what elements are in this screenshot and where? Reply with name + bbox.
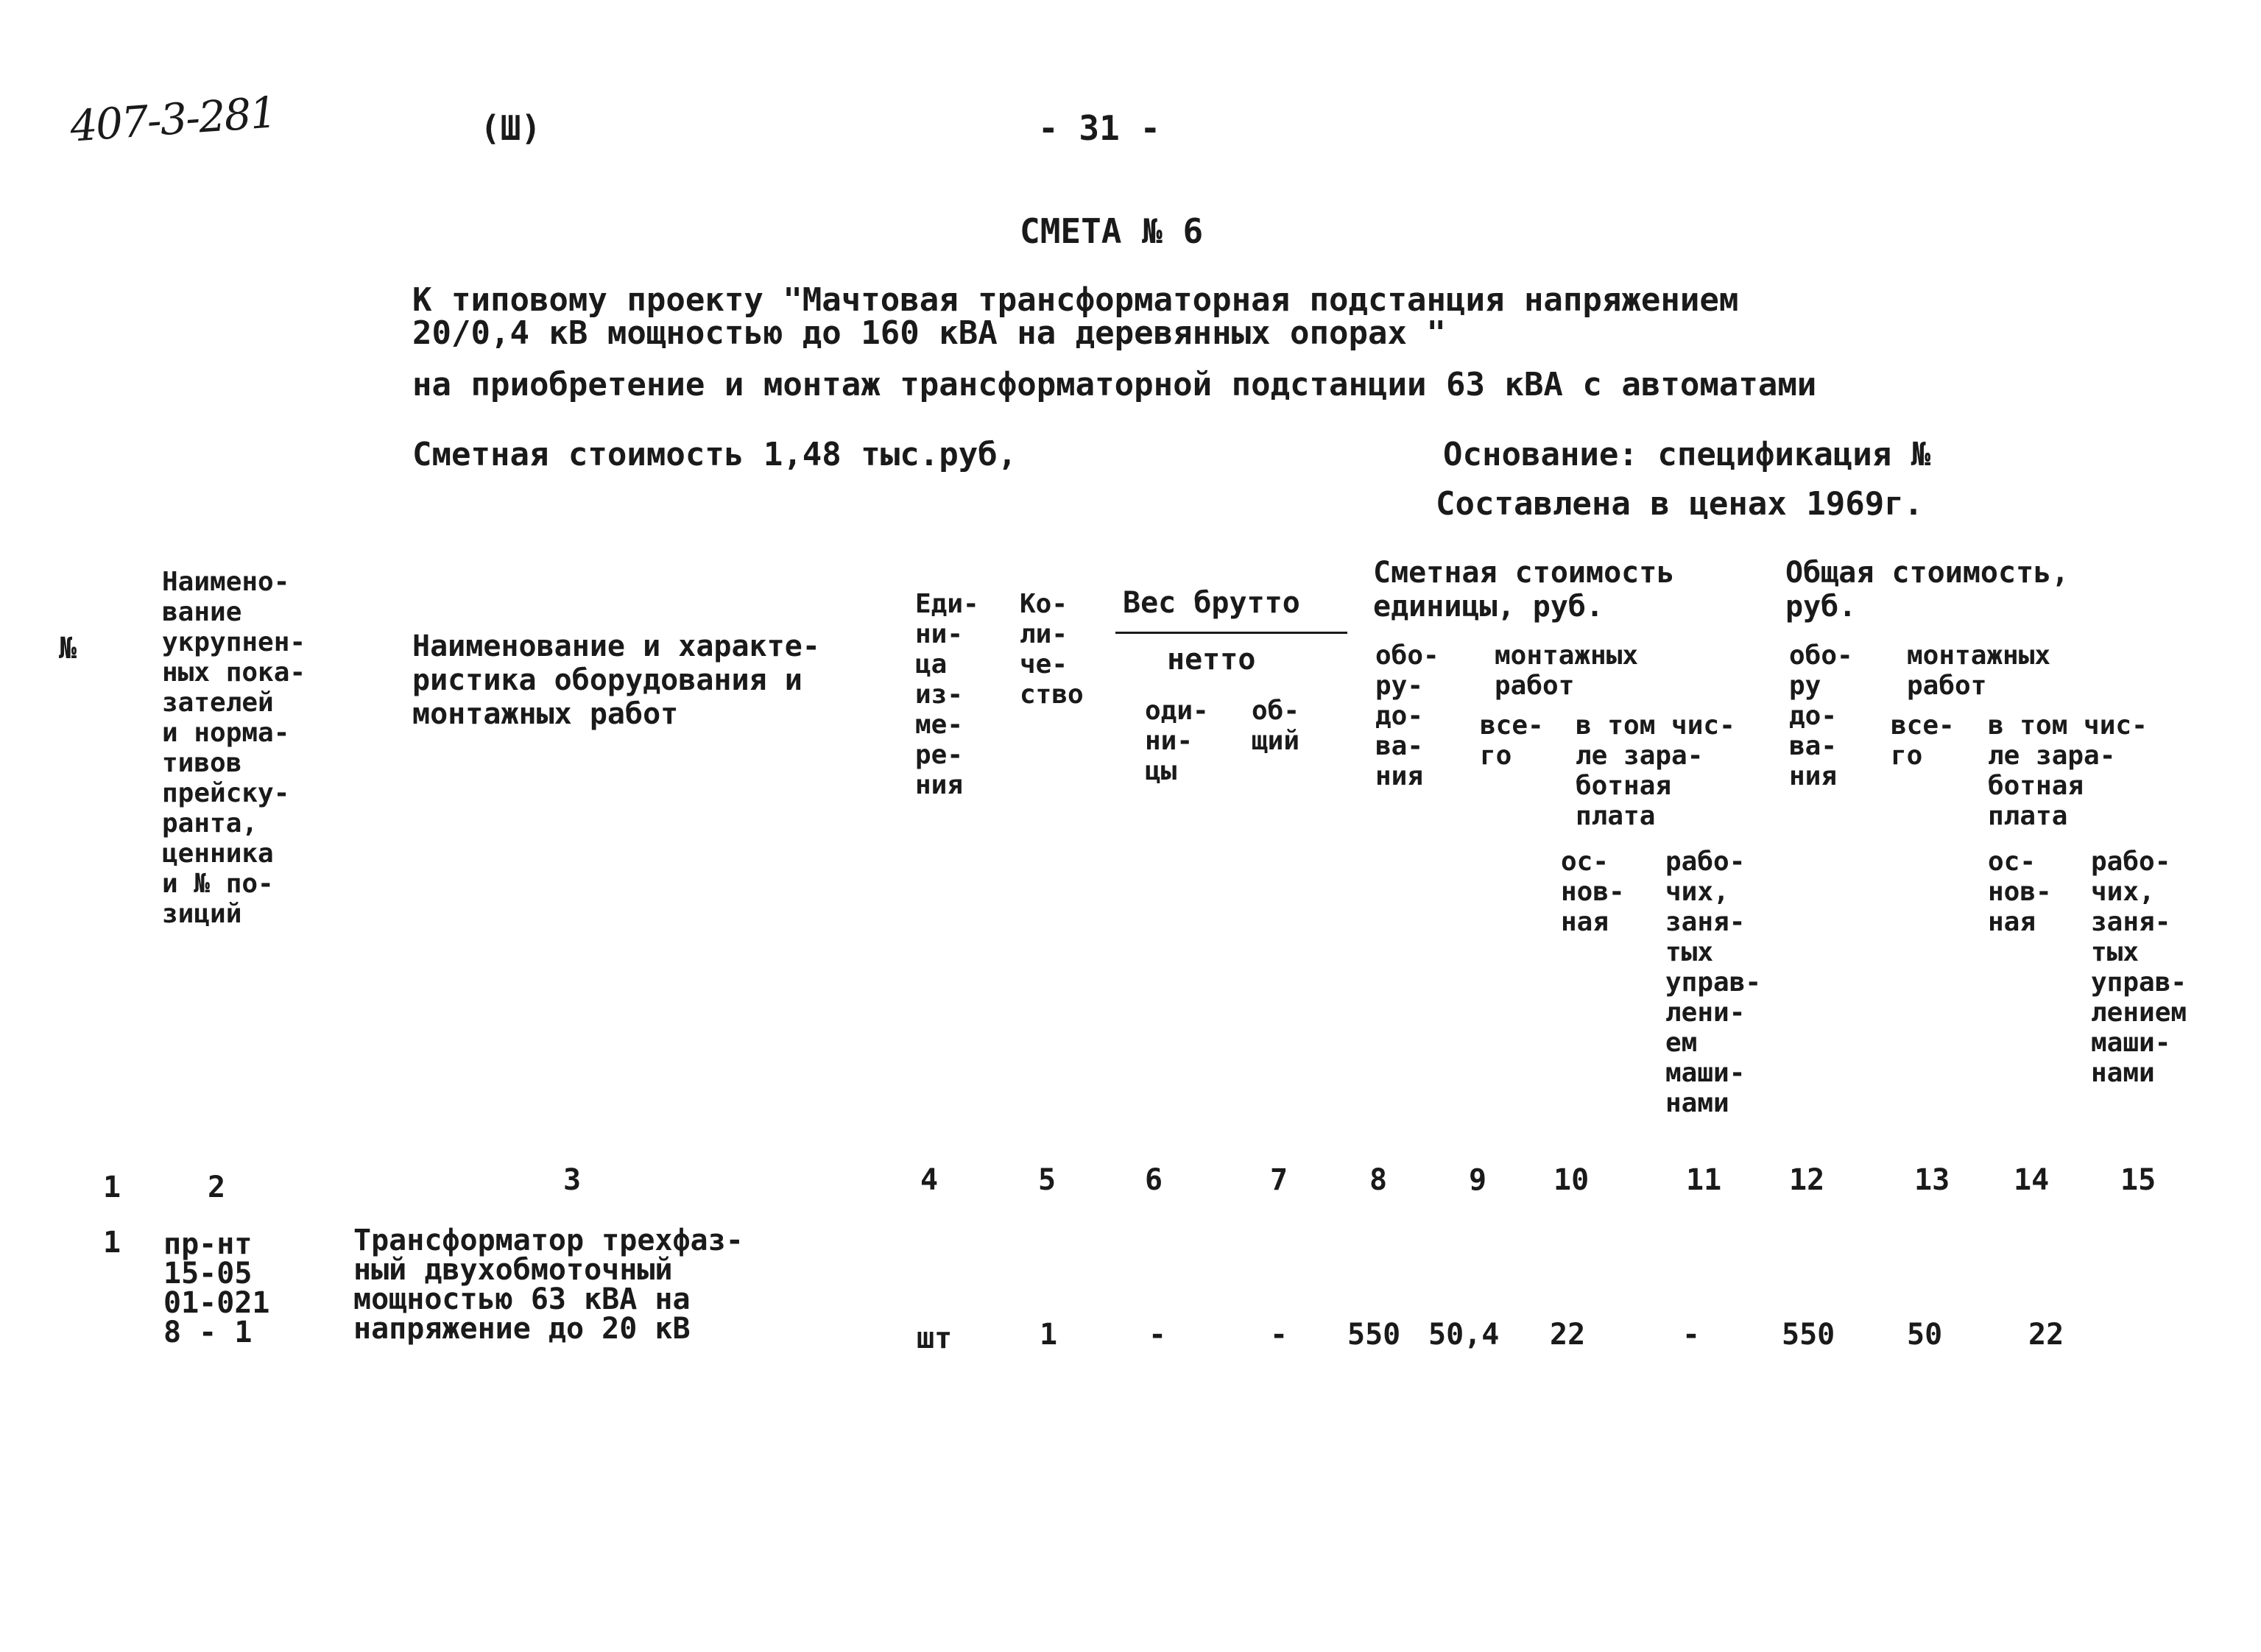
row-unit-install-total: 50,4 xyxy=(1428,1318,1500,1352)
row-description: Трансформатор трехфаз- ный двухобмоточный мощностью 63 кВА на напряжение до 20 кВ xyxy=(353,1224,744,1346)
col-header-unit-installation: монтажных работ xyxy=(1495,640,1639,701)
col-header-weight-total: об- щий xyxy=(1252,696,1300,756)
col-header-unit-equipment: обо- ру- до- ва- ния xyxy=(1375,640,1439,791)
row-code: пр-нт 15-05 01-021 8 - 1 xyxy=(163,1227,270,1349)
col-header-unit-cost: Сметная стоимость единицы, руб. xyxy=(1373,556,1675,624)
col-number-8: 8 xyxy=(1369,1163,1388,1197)
col-number-3: 3 xyxy=(563,1163,582,1197)
estimated-cost: Сметная стоимость 1,48 тыс.руб, xyxy=(412,436,1017,473)
col-header-total-installation: монтажных работ xyxy=(1907,640,2051,701)
row-total-wage-base: 22 xyxy=(2028,1318,2064,1352)
col-number-2: 2 xyxy=(208,1171,226,1204)
col-number-10: 10 xyxy=(1553,1163,1590,1197)
basis: Основание: спецификация № xyxy=(1443,436,1931,473)
col-header-total-equipment: обо- ру до- ва- ния xyxy=(1789,640,1853,791)
col-number-13: 13 xyxy=(1914,1163,1950,1197)
col-header-weight-gross: Вес брутто xyxy=(1123,586,1300,620)
col-header-total-wage-base: ос- нов- ная xyxy=(1988,847,2052,937)
subtitle-line-3: на приобретение и монтаж трансформаторной подстанции 63 кВА с автоматами xyxy=(412,366,1817,403)
row-weight-total: - xyxy=(1270,1318,1288,1352)
subtitle-line-1: К типовому проекту "Мачтовая трансформаторная подстанция напряжением xyxy=(412,281,1739,319)
col-header-number: № xyxy=(59,632,77,666)
col-header-code: Наимено- вание укрупнен- ных пока- зателей и норма- тивов прейску- ранта, ценника и № по- зиций xyxy=(162,567,306,929)
col-header-total-wage: в том чис- ле зара- ботная плата xyxy=(1988,710,2148,831)
col-number-12: 12 xyxy=(1789,1163,1825,1197)
col-header-total-wage-machinery: рабо- чих, заня- тых управ- лением маши- нами xyxy=(2091,847,2187,1088)
col-header-unit-install-total: все- го xyxy=(1480,710,1544,771)
col-header-unit-wage-machinery: рабо- чих, заня- тых управ- лени- ем маши- нами xyxy=(1665,847,1762,1118)
col-number-9: 9 xyxy=(1469,1163,1487,1197)
col-header-total-cost: Общая стоимость, руб. xyxy=(1785,556,2070,624)
col-number-5: 5 xyxy=(1038,1163,1057,1197)
col-header-description: Наименование и характе- ристика оборудования и монтажных работ xyxy=(412,629,820,731)
row-unit-wage-base: 22 xyxy=(1550,1318,1586,1352)
col-header-weight-net: нетто xyxy=(1167,643,1256,677)
col-header-total-install-total: все- го xyxy=(1891,710,1955,771)
col-number-15: 15 xyxy=(2120,1163,2156,1197)
col-number-11: 11 xyxy=(1686,1163,1722,1197)
col-number-7: 7 xyxy=(1270,1163,1288,1197)
row-quantity: 1 xyxy=(1040,1318,1058,1352)
col-header-weight-unit: оди- ни- цы xyxy=(1145,696,1209,786)
weight-divider-line xyxy=(1115,632,1347,634)
col-number-14: 14 xyxy=(2014,1163,2050,1197)
row-total-equipment: 550 xyxy=(1782,1318,1835,1352)
row-weight-unit: - xyxy=(1149,1318,1167,1352)
row-unit: шт xyxy=(917,1321,953,1355)
page-number: - 31 - xyxy=(1038,108,1161,148)
price-level: Составлена в ценах 1969г. xyxy=(1436,485,1924,523)
document-code: 407-3-281 xyxy=(68,87,278,152)
row-number: 1 xyxy=(103,1226,121,1260)
col-number-6: 6 xyxy=(1145,1163,1163,1197)
col-header-quantity: Ко- ли- че- ство xyxy=(1020,589,1084,710)
row-total-install-total: 50 xyxy=(1907,1318,1943,1352)
row-unit-wage-machinery: - xyxy=(1682,1318,1701,1352)
col-header-unit-wage: в том чис- ле зара- ботная плата xyxy=(1576,710,1735,831)
col-number-4: 4 xyxy=(920,1163,939,1197)
col-header-unit: Еди- ни- ца из- ме- ре- ния xyxy=(915,589,979,800)
subtitle-line-2: 20/0,4 кВ мощностью до 160 кВА на деревянных опорах " xyxy=(412,314,1446,352)
row-unit-equipment: 550 xyxy=(1347,1318,1401,1352)
section-mark: (Ш) xyxy=(480,108,542,148)
col-number-1: 1 xyxy=(103,1171,121,1204)
document-title: СМЕТА № 6 xyxy=(1020,211,1204,251)
col-header-unit-wage-base: ос- нов- ная xyxy=(1561,847,1625,937)
